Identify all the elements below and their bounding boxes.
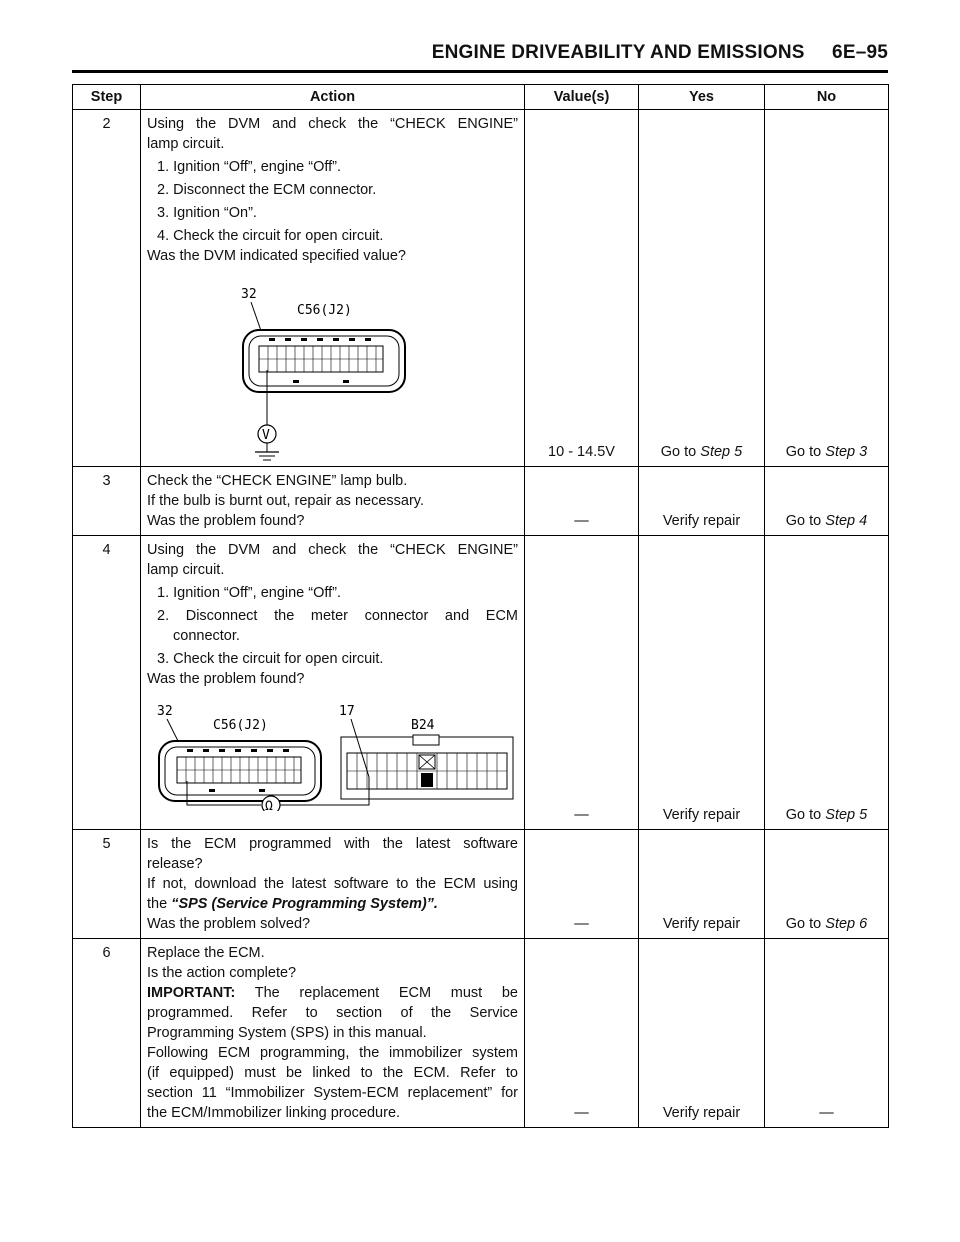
- action-question: Was the DVM indicated specified value?: [147, 248, 406, 264]
- table-row: [73, 467, 889, 536]
- sps-reference: “SPS (Service Programming System)”.: [171, 896, 438, 912]
- header-rule: [72, 70, 888, 73]
- action-question: Was the problem solved?: [147, 916, 311, 932]
- col-yes: Yes: [639, 85, 765, 110]
- col-values: Value(s): [525, 85, 639, 110]
- no-cell: [765, 110, 889, 467]
- value-cell: —: [525, 536, 639, 830]
- yes-cell: Verify repair: [639, 939, 765, 1128]
- connector-label: C56(J2): [297, 303, 352, 318]
- table-header-row: [73, 85, 889, 110]
- action-item-cont: connector.: [173, 628, 240, 644]
- table-row: [73, 830, 889, 939]
- text-prefix: the: [147, 896, 168, 912]
- action-text: lamp circuit.: [147, 562, 225, 578]
- ecm-connector-c56: [159, 741, 321, 801]
- pin-label: 17: [339, 704, 355, 719]
- yes-cell: [639, 110, 765, 467]
- action-text: the ECM/Immobilizer linking procedure.: [147, 1105, 401, 1121]
- no-cell: [765, 830, 889, 939]
- important-label: IMPORTANT:: [147, 985, 236, 1001]
- action-item: 4. Check the circuit for open circuit.: [157, 228, 384, 244]
- no-cell: [765, 467, 889, 536]
- no-cell: [765, 536, 889, 830]
- table-row: [73, 939, 889, 1128]
- yes-prefix: Go to: [660, 444, 697, 460]
- yes-cell: Verify repair: [639, 536, 765, 830]
- action-cell: [141, 830, 525, 939]
- action-cell: [141, 110, 525, 467]
- important-text: Programming System (SPS) in this manual.: [147, 1025, 427, 1041]
- connector-label: B24: [411, 718, 435, 733]
- step-number: 2: [73, 110, 141, 467]
- table-row: [73, 110, 889, 467]
- no-step-link[interactable]: Step 5: [825, 807, 868, 823]
- no-cell: —: [765, 939, 889, 1128]
- value-cell: —: [525, 830, 639, 939]
- value-cell: —: [525, 939, 639, 1128]
- no-step-link[interactable]: Step 4: [825, 513, 868, 529]
- action-text: (if equipped) must be linked to the ECM. Refer to: [147, 1065, 518, 1081]
- action-question: Was the problem found?: [147, 671, 305, 687]
- connector-diagram-continuity: [147, 693, 519, 811]
- diagnostic-table: [72, 84, 889, 1128]
- action-text: Following ECM programming, the immobilizer system: [147, 1045, 518, 1061]
- connector-label: C56(J2): [213, 718, 268, 733]
- pin-label: 32: [157, 704, 173, 719]
- important-note: [147, 983, 518, 1003]
- action-text: lamp circuit.: [147, 136, 225, 152]
- meter-symbol: V: [262, 428, 270, 443]
- action-item: 3. Ignition “On”.: [157, 205, 257, 221]
- meter-symbol: Ω: [265, 799, 273, 811]
- step-number: 5: [73, 830, 141, 939]
- step-number: 3: [73, 467, 141, 536]
- yes-cell: Verify repair: [639, 830, 765, 939]
- value-cell: 10 - 14.5V: [525, 110, 639, 467]
- yes-step-link[interactable]: Step 5: [700, 444, 743, 460]
- action-item: 3. Check the circuit for open circuit.: [157, 651, 384, 667]
- no-prefix: Go to: [785, 807, 822, 823]
- action-item: 2. Disconnect the meter connector and ECM: [157, 608, 518, 624]
- action-item: 1. Ignition “Off”, engine “Off”.: [157, 585, 342, 601]
- action-text: Check the “CHECK ENGINE” lamp bulb.: [147, 473, 408, 489]
- action-text: Using the DVM and check the “CHECK ENGINE”: [147, 542, 518, 558]
- no-step-link[interactable]: Step 3: [825, 444, 868, 460]
- action-text: If the bulb is burnt out, repair as necessary.: [147, 493, 424, 509]
- action-text: Replace the ECM.: [147, 945, 265, 961]
- meter-connector-b24: [341, 735, 513, 799]
- no-prefix: Go to: [785, 513, 822, 529]
- action-cell: [141, 467, 525, 536]
- no-prefix: Go to: [785, 916, 822, 932]
- action-item: 1. Ignition “Off”, engine “Off”.: [157, 159, 342, 175]
- table-row: [73, 536, 889, 830]
- connector-diagram-voltage: [147, 272, 519, 462]
- page-header: [72, 42, 888, 70]
- page-title: ENGINE DRIVEABILITY AND EMISSIONS 6E–95: [431, 42, 888, 63]
- action-cell: [141, 536, 525, 830]
- action-cell: [141, 939, 525, 1128]
- value-cell: —: [525, 467, 639, 536]
- action-text: [147, 894, 518, 914]
- important-text: programmed. Refer to section of the Service: [147, 1005, 518, 1021]
- action-text: Is the ECM programmed with the latest software: [147, 836, 518, 852]
- important-text: The replacement ECM must be: [254, 985, 518, 1001]
- step-number: 6: [73, 939, 141, 1128]
- action-text: Using the DVM and check the “CHECK ENGINE”: [147, 116, 518, 132]
- action-text: section 11 “Immobilizer System-ECM replacement” for: [147, 1085, 518, 1101]
- action-question: Was the problem found?: [147, 513, 305, 529]
- action-text: If not, download the latest software to the ECM using: [147, 876, 518, 892]
- no-prefix: Go to: [785, 444, 822, 460]
- action-text: release?: [147, 856, 203, 872]
- col-step: Step: [73, 85, 141, 110]
- col-action: Action: [141, 85, 525, 110]
- pin-label: 32: [241, 287, 257, 302]
- col-no: No: [765, 85, 889, 110]
- action-item: 2. Disconnect the ECM connector.: [157, 182, 377, 198]
- step-number: 4: [73, 536, 141, 830]
- no-step-link[interactable]: Step 6: [825, 916, 868, 932]
- yes-cell: Verify repair: [639, 467, 765, 536]
- action-question: Is the action complete?: [147, 965, 297, 981]
